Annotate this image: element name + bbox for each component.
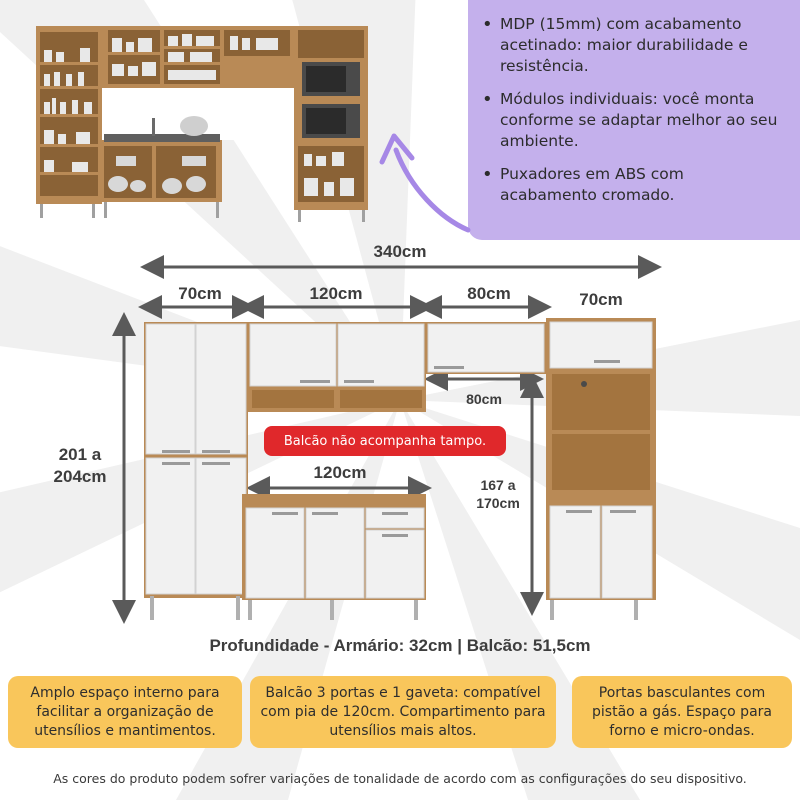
kitchen-photo [32, 22, 377, 227]
depth-text: Profundidade - Armário: 32cm | Balcão: 51,5cm [209, 636, 591, 655]
dim-height-right-label-1: 167 a [480, 477, 516, 493]
dim-module4-label: 70cm [579, 290, 623, 309]
dim-counter-label: 120cm [313, 463, 367, 482]
info-card-storage: Amplo espaço interno para facilitar a organização de utensílios e mantimentos. [8, 676, 242, 748]
info-cards [0, 676, 800, 750]
info-card-doors: Portas basculantes com pistão a gás. Espaço para forno e micro-ondas. [572, 676, 792, 748]
dim-height-left-label-2: 204cm [53, 467, 107, 486]
color-disclaimer: As cores do produto podem sofrer variações de tonalidade de acordo com as configurações do seu dispositivo. [53, 771, 747, 786]
dim-module3-label: 80cm [467, 284, 511, 303]
dim-total-label: 340cm [373, 242, 427, 261]
dim-niche-label: 80cm [466, 391, 502, 407]
feature-item: • MDP (15mm) com acabamento acetinado: maior durabilidade e resistência. [482, 14, 784, 77]
dim-height-right-label-2: 170cm [476, 495, 520, 511]
no-countertop-note: Balcão não acompanha tampo. [264, 426, 506, 456]
purple-arrow [370, 128, 480, 238]
feature-item: • Puxadores em ABS com acabamento cromado. [482, 164, 784, 206]
module-upper-80 [426, 322, 546, 374]
module-tall-cabinet [144, 322, 248, 620]
dim-module2-label: 120cm [309, 284, 363, 303]
features-list [482, 14, 784, 206]
dim-height-left-label-1: 201 a [58, 445, 102, 464]
dim-module1-label: 70cm [178, 284, 222, 303]
info-card-counter: Balcão 3 portas e 1 gaveta: compatível com pia de 120cm. Compartimento para utensílios mais altos. [250, 676, 556, 748]
feature-item: • Módulos individuais: você monta conforme se adaptar melhor ao seu ambiente. [482, 89, 784, 152]
module-counter [242, 494, 426, 620]
module-oven-tower [546, 318, 656, 620]
features-panel [468, 0, 800, 240]
module-upper-120 [248, 322, 426, 412]
